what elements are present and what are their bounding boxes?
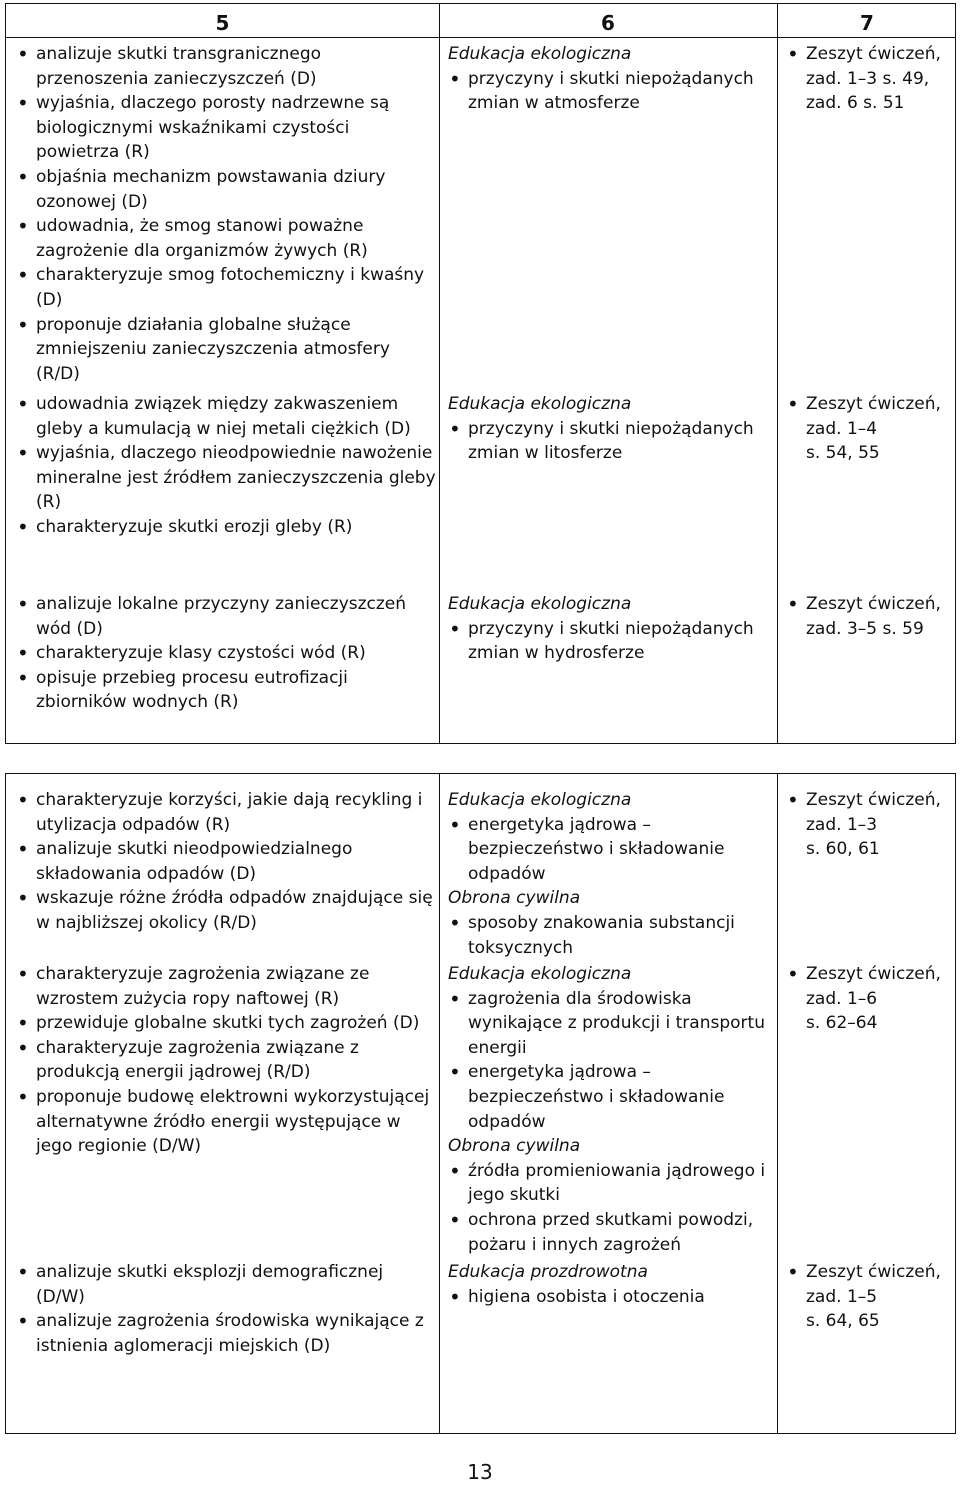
list-item: • przyczyny i skutki niepożądanych zmian w litosferze: [448, 417, 774, 466]
page-number: 13: [467, 1460, 493, 1484]
requirements-list: [16, 42, 436, 386]
list-item: • sposoby znakowania substancji toksycznych: [448, 911, 774, 960]
list-item: • objaśnia mechanizm powstawania dziury ozonowej (D): [16, 165, 436, 214]
list-item: • przyczyny i skutki niepożądanych zmian w atmosferze: [448, 67, 774, 116]
exercise-ref: [786, 42, 952, 116]
list-item: • przyczyny i skutki niepożądanych zmian w hydrosferze: [448, 617, 774, 666]
list-item: • charakteryzuje smog fotochemiczny i kwaśny (D): [16, 263, 436, 312]
list-item: • wyjaśnia, dlaczego porosty nadrzewne są biologicznymi wskaźnikami czystości powietrza (R): [16, 91, 436, 165]
education-heading: Edukacja ekologiczna: [448, 44, 632, 64]
exercise-line: • Zeszyt ćwiczeń,: [786, 788, 952, 813]
exercise-line: • Zeszyt ćwiczeń,: [786, 962, 952, 987]
column-divider: [439, 4, 440, 743]
exercise-line: s. 64, 65: [806, 1311, 880, 1332]
list-item: • higiena osobista i otoczenia: [448, 1285, 774, 1310]
list-item: • charakteryzuje zagrożenia związane z produkcją energii jądrowej (R/D): [16, 1036, 436, 1085]
list-item: • proponuje działania globalne służące zmniejszeniu zanieczyszczenia atmosfery (R/D): [16, 313, 436, 387]
column-header-5: 5: [215, 11, 230, 35]
requirements-list: [16, 392, 436, 540]
exercise-line: • Zeszyt ćwiczeń,: [786, 392, 952, 417]
list-item: • udowadnia, że smog stanowi poważne zagrożenie dla organizmów żywych (R): [16, 214, 436, 263]
list-item: • energetyka jądrowa – bezpieczeństwo i składowanie odpadów: [448, 813, 774, 887]
exercise-line: s. 54, 55: [806, 443, 880, 464]
list-item: • ochrona przed skutkami powodzi, pożaru i innych zagrożeń: [448, 1208, 774, 1257]
list-item: • charakteryzuje skutki erozji gleby (R): [16, 515, 436, 540]
education-heading: Edukacja prozdrowotna: [448, 1262, 648, 1282]
exercise-line: zad. 1–6: [806, 988, 878, 1009]
list-item: • analizuje skutki transgranicznego przenoszenia zanieczyszczeń (D): [16, 42, 436, 91]
list-item: • udowadnia związek między zakwaszeniem gleby a kumulacją w niej metali ciężkich (D): [16, 392, 436, 441]
education-heading: Edukacja ekologiczna: [448, 594, 632, 614]
column-header-6: 6: [601, 11, 615, 35]
requirements-list: [16, 962, 436, 1159]
education-block: [448, 592, 774, 666]
exercise-line: s. 60, 61: [806, 839, 880, 860]
exercise-line: • Zeszyt ćwiczeń,: [786, 592, 952, 617]
requirements-list: [16, 1260, 436, 1358]
education-block: [448, 42, 774, 116]
list-item: • analizuje zagrożenia środowiska wynikające z istnienia aglomeracji miejskich (D): [16, 1309, 436, 1358]
exercise-line: zad. 6 s. 51: [806, 93, 905, 114]
list-item: • wyjaśnia, dlaczego nieodpowiednie nawożenie mineralne jest źródłem zanieczyszczenia gleby (R): [16, 441, 436, 515]
list-item: • analizuje lokalne przyczyny zanieczyszczeń wód (D): [16, 592, 436, 641]
exercise-ref: [786, 1260, 952, 1334]
list-item: • charakteryzuje zagrożenia związane ze wzrostem zużycia ropy naftowej (R): [16, 962, 436, 1011]
exercise-line: zad. 1–3: [806, 814, 878, 835]
list-item: • charakteryzuje korzyści, jakie dają recykling i utylizacja odpadów (R): [16, 788, 436, 837]
column-divider: [439, 774, 440, 1433]
column-divider: [777, 774, 778, 1433]
list-item: • przewiduje globalne skutki tych zagrożeń (D): [16, 1011, 436, 1036]
education-block: [448, 392, 774, 466]
list-item: • analizuje skutki nieodpowiedzialnego składowania odpadów (D): [16, 837, 436, 886]
education-block: [448, 1260, 774, 1309]
column-divider: [777, 4, 778, 743]
exercise-ref: [786, 962, 952, 1036]
exercise-line: zad. 3–5 s. 59: [806, 618, 924, 639]
education-heading: Edukacja ekologiczna: [448, 790, 632, 810]
list-item: • charakteryzuje klasy czystości wód (R): [16, 641, 436, 666]
exercise-ref: [786, 592, 952, 641]
exercise-line: zad. 1–3 s. 49,: [806, 68, 930, 89]
exercise-line: • Zeszyt ćwiczeń,: [786, 1260, 952, 1285]
exercise-ref: [786, 392, 952, 466]
list-item: • analizuje skutki eksplozji demograficznej (D/W): [16, 1260, 436, 1309]
list-item: • wskazuje różne źródła odpadów znajdujące się w najbliższej okolicy (R/D): [16, 886, 436, 935]
header-divider: [6, 37, 955, 38]
exercise-line: zad. 1–5: [806, 1286, 878, 1307]
education-heading: Edukacja ekologiczna: [448, 394, 632, 414]
list-item: • energetyka jądrowa – bezpieczeństwo i składowanie odpadów: [448, 1060, 774, 1134]
list-item: • źródła promieniowania jądrowego i jego skutki: [448, 1159, 774, 1208]
exercise-ref: [786, 788, 952, 862]
education-heading: Obrona cywilna: [448, 888, 581, 909]
requirements-list: [16, 788, 436, 936]
list-item: • zagrożenia dla środowiska wynikające z produkcji i transportu energii: [448, 987, 774, 1061]
exercise-line: zad. 1–4: [806, 418, 878, 439]
education-block: [448, 788, 774, 960]
column-header-7: 7: [860, 11, 874, 35]
exercise-line: • Zeszyt ćwiczeń,: [786, 42, 952, 67]
exercise-line: s. 62–64: [806, 1013, 878, 1034]
curriculum-table-bottom: [5, 773, 956, 1434]
education-block: [448, 962, 774, 1257]
curriculum-table-top: [5, 3, 956, 744]
requirements-list: [16, 592, 436, 715]
list-item: • proponuje budowę elektrowni wykorzystującej alternatywne źródło energii występujące w jego regionie (D/W): [16, 1085, 436, 1159]
education-heading: Edukacja ekologiczna: [448, 964, 632, 984]
list-item: • opisuje przebieg procesu eutrofizacji zbiorników wodnych (R): [16, 666, 436, 715]
education-heading: Obrona cywilna: [448, 1136, 581, 1157]
